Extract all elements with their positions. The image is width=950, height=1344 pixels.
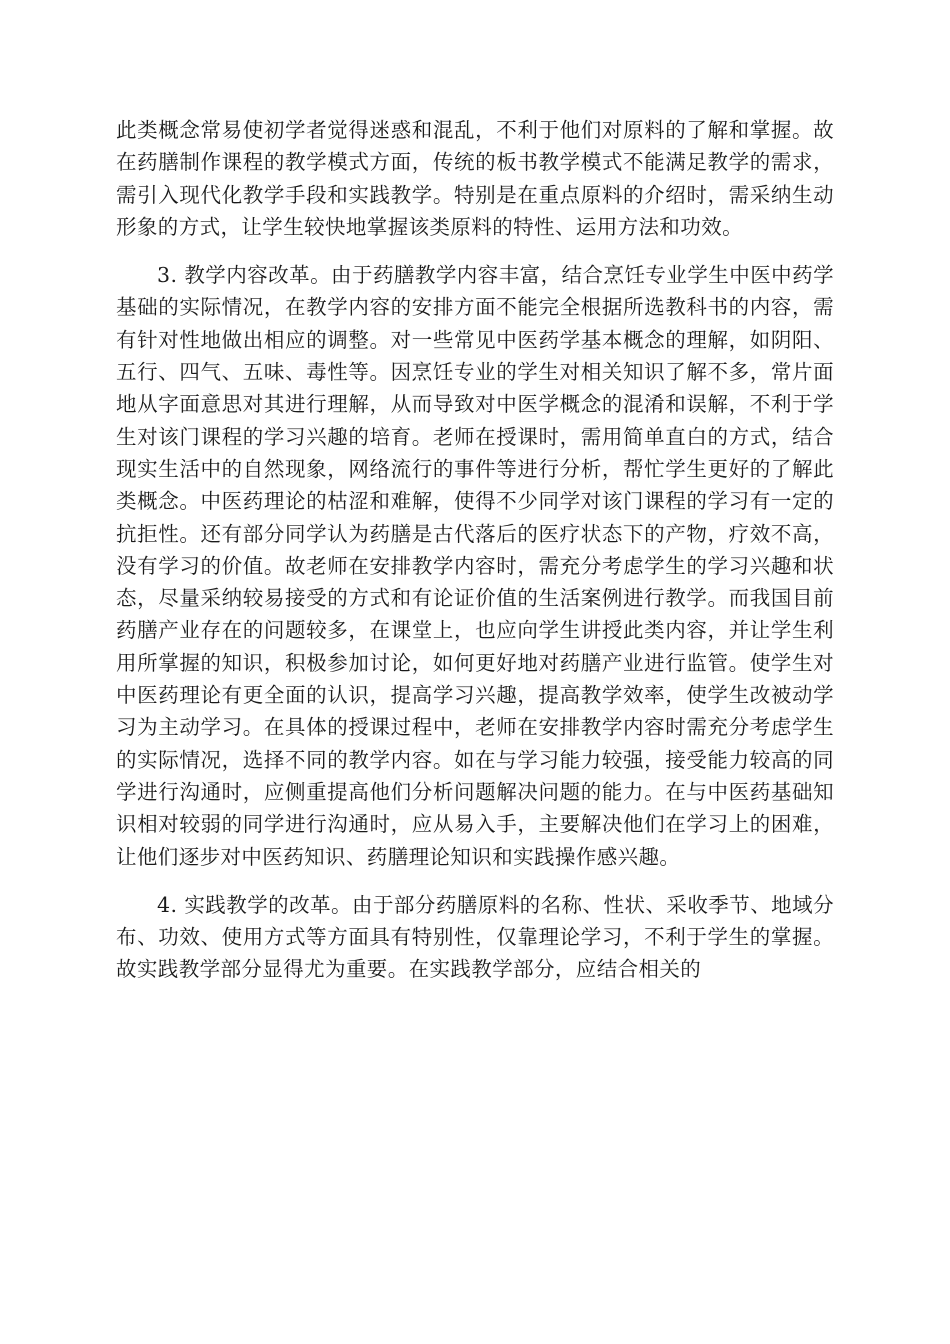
- document-page: [116, 114, 834, 986]
- paragraph-teaching-content-reform: 3. 教学内容改革。由于药膳教学内容丰富，结合烹饪专业学生中医中药学基础的实际情况，在教学内容的安排方面不能完全根据所选教科书的内容，需有针对性地做出相应的调整。对一些常见中医药学基本概念的理解，如阴阳、五行、四气、五味、毒性等。因烹饪专业的学生对相关知识了解不多，常片面地从字面意思对其进行理解，从而导致对中医学概念的混淆和误解，不利于学生对该门课程的学习兴趣的培育。老师在授课时，需用简单直白的方式，结合现实生活中的自然现象，网络流行的事件等进行分析，帮忙学生更好的了解此类概念。中医药理论的枯涩和难解，使得不少同学对该门课程的学习有一定的抗拒性。还有部分同学认为药膳是古代落后的医疗状态下的产物，疗效不高，没有学习的价值。故老师在安排教学内容时，需充分考虑学生的学习兴趣和状态，尽量采纳较易接受的方式和有论证价值的生活案例进行教学。而我国目前药膳产业存在的问题较多，在课堂上，也应向学生讲授此类内容，并让学生利用所掌握的知识，积极参加讨论，如何更好地对药膳产业进行监管。使学生对中医药理论有更全面的认识，提高学习兴趣，提高教学效率，使学生改被动学习为主动学习。在具体的授课过程中，老师在安排教学内容时需充分考虑学生的实际情况，选择不同的教学内容。如在与学习能力较强，接受能力较高的同学进行沟通时，应侧重提高他们分析问题解决问题的能力。在与中医药基础知识相对较弱的同学进行沟通时，应从易入手，主要解决他们在学习上的困难，让他们逐步对中医药知识、药膳理论知识和实践操作感兴趣。: [116, 263, 834, 869]
- paragraph-practice-teaching-reform: 4. 实践教学的改革。由于部分药膳原料的名称、性状、采收季节、地域分布、功效、使用方式等方面具有特别性，仅靠理论学习，不利于学生的掌握。故实践教学部分显得尤为重要。在实践教学部分，应结合相关的: [116, 892, 834, 982]
- paragraph-continuation: 此类概念常易使初学者觉得迷惑和混乱，不利于他们对原料的了解和掌握。故在药膳制作课程的教学模式方面，传统的板书教学模式不能满足教学的需求，需引入现代化教学手段和实践教学。特别是在重点原料的介绍时，需采纳生动形象的方式，让学生较快地掌握该类原料的特性、运用方法和功效。: [116, 118, 834, 239]
